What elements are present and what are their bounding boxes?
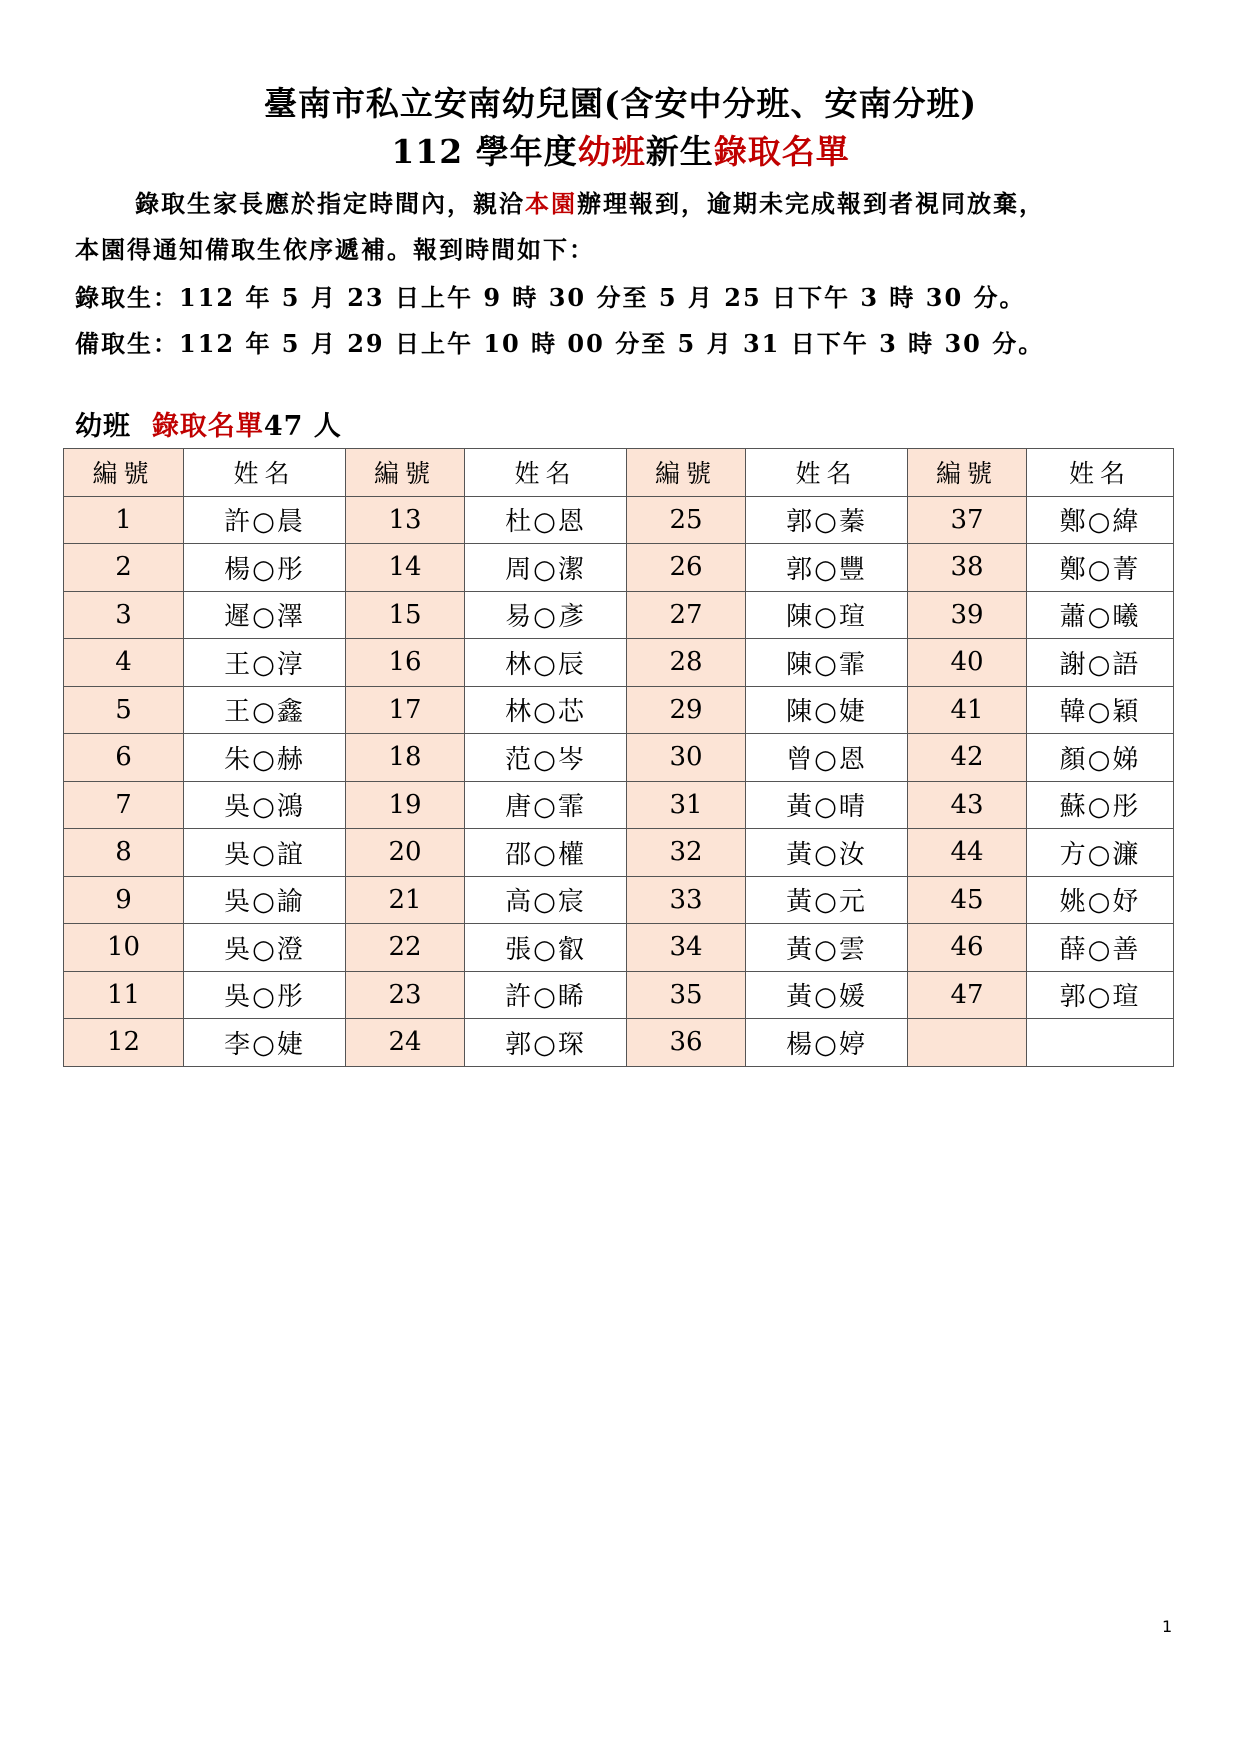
table-row [64, 971, 1174, 1019]
header-name: 姓名 [465, 449, 627, 497]
student-name: 張○叡 [465, 924, 627, 972]
student-number: 4 [64, 639, 184, 687]
student-number: 32 [627, 829, 746, 877]
header-number: 編號 [64, 449, 184, 497]
student-number: 13 [346, 496, 465, 544]
student-name: 吳○鴻 [184, 781, 346, 829]
student-name: 姚○妤 [1027, 876, 1174, 924]
student-number: 28 [627, 639, 746, 687]
student-number: 44 [908, 829, 1027, 877]
student-number: 9 [64, 876, 184, 924]
student-name: 謝○語 [1027, 639, 1174, 687]
student-number: 24 [346, 1019, 465, 1067]
student-number: 40 [908, 639, 1027, 687]
student-number: 16 [346, 639, 465, 687]
student-name: 鄭○菁 [1027, 544, 1174, 592]
student-name: 黃○汝 [746, 829, 908, 877]
student-number: 23 [346, 971, 465, 1019]
student-number: 22 [346, 924, 465, 972]
student-name: 蕭○曦 [1027, 591, 1174, 639]
student-name: 陳○瑄 [746, 591, 908, 639]
section-count: 47 人 [263, 411, 342, 442]
student-number: 10 [64, 924, 184, 972]
table-row [64, 734, 1174, 782]
header-name: 姓名 [1027, 449, 1174, 497]
waitlist-schedule: 備取生：112 年 5 月 29 日上午 10 時 00 分至 5 月 31 日下午 3 時 30 分。 [75, 329, 1045, 358]
student-name [1027, 1019, 1174, 1067]
student-number: 17 [346, 686, 465, 734]
student-number: 35 [627, 971, 746, 1019]
student-name: 吳○誼 [184, 829, 346, 877]
table-header-row [64, 449, 1174, 497]
student-name: 郭○豐 [746, 544, 908, 592]
subtitle-new: 新生 [645, 132, 714, 171]
table-row [64, 639, 1174, 687]
student-number: 2 [64, 544, 184, 592]
student-number: 18 [346, 734, 465, 782]
student-name: 易○彥 [465, 591, 627, 639]
student-number: 45 [908, 876, 1027, 924]
student-number: 20 [346, 829, 465, 877]
document-subtitle [0, 126, 1241, 173]
notice-p1-a: 錄取生家長應於指定時間內，親洽 [135, 189, 525, 218]
student-number: 43 [908, 781, 1027, 829]
student-name: 郭○蓁 [746, 496, 908, 544]
student-number: 11 [64, 971, 184, 1019]
student-name: 林○芯 [465, 686, 627, 734]
student-name: 黃○媛 [746, 971, 908, 1019]
table-row [64, 781, 1174, 829]
student-number: 42 [908, 734, 1027, 782]
student-number: 31 [627, 781, 746, 829]
student-number: 46 [908, 924, 1027, 972]
student-name: 黃○元 [746, 876, 908, 924]
student-number: 34 [627, 924, 746, 972]
student-number: 37 [908, 496, 1027, 544]
student-number: 33 [627, 876, 746, 924]
student-name: 楊○婷 [746, 1019, 908, 1067]
student-number: 38 [908, 544, 1027, 592]
table-row [64, 544, 1174, 592]
student-name: 杜○恩 [465, 496, 627, 544]
page-number: 1 [1162, 1617, 1173, 1636]
student-name: 吳○澄 [184, 924, 346, 972]
student-name: 楊○彤 [184, 544, 346, 592]
student-name: 范○岑 [465, 734, 627, 782]
student-number: 25 [627, 496, 746, 544]
student-number [908, 1019, 1027, 1067]
student-name: 顏○娣 [1027, 734, 1174, 782]
student-name: 曾○恩 [746, 734, 908, 782]
table-row [64, 496, 1174, 544]
student-name: 韓○穎 [1027, 686, 1174, 734]
student-number: 12 [64, 1019, 184, 1067]
header-number: 編號 [627, 449, 746, 497]
header-number: 編號 [346, 449, 465, 497]
notice-paragraph-2: 本園得通知備取生依序遞補。報到時間如下： [75, 235, 595, 264]
table-row [64, 924, 1174, 972]
student-name: 邵○權 [465, 829, 627, 877]
student-number: 41 [908, 686, 1027, 734]
student-name: 方○濂 [1027, 829, 1174, 877]
notice-p1-highlight: 本園 [525, 189, 577, 218]
header-number: 編號 [908, 449, 1027, 497]
student-number: 15 [346, 591, 465, 639]
student-number: 8 [64, 829, 184, 877]
section-heading [75, 404, 342, 443]
table-row [64, 829, 1174, 877]
student-number: 36 [627, 1019, 746, 1067]
subtitle-year: 112 學年度 [391, 132, 578, 171]
header-name: 姓名 [746, 449, 908, 497]
student-name: 陳○婕 [746, 686, 908, 734]
subtitle-list: 錄取名單 [713, 132, 850, 171]
student-name: 王○淳 [184, 639, 346, 687]
admission-table [63, 448, 1174, 1067]
student-name: 薛○善 [1027, 924, 1174, 972]
table-row [64, 876, 1174, 924]
student-name: 許○睎 [465, 971, 627, 1019]
header-name: 姓名 [184, 449, 346, 497]
student-number: 5 [64, 686, 184, 734]
student-number: 30 [627, 734, 746, 782]
student-number: 39 [908, 591, 1027, 639]
student-name: 郭○瑄 [1027, 971, 1174, 1019]
student-number: 7 [64, 781, 184, 829]
student-name: 黃○雲 [746, 924, 908, 972]
student-name: 吳○彤 [184, 971, 346, 1019]
student-number: 6 [64, 734, 184, 782]
notice-paragraph-1 [135, 184, 1235, 219]
table-row [64, 686, 1174, 734]
student-number: 14 [346, 544, 465, 592]
notice-p1-c: 辦理報到，逾期未完成報到者視同放棄， [577, 189, 1045, 218]
student-name: 王○鑫 [184, 686, 346, 734]
student-number: 26 [627, 544, 746, 592]
admitted-schedule: 錄取生：112 年 5 月 23 日上午 9 時 30 分至 5 月 25 日下午 3 時 30 分。 [75, 283, 1026, 312]
student-number: 3 [64, 591, 184, 639]
section-title: 錄取名單 [151, 411, 264, 442]
student-number: 47 [908, 971, 1027, 1019]
section-label: 幼班 [75, 411, 131, 442]
document-title: 臺南市私立安南幼兒園(含安中分班、安南分班) [263, 84, 978, 123]
student-name: 蘇○彤 [1027, 781, 1174, 829]
student-number: 21 [346, 876, 465, 924]
student-number: 19 [346, 781, 465, 829]
student-name: 李○婕 [184, 1019, 346, 1067]
student-name: 唐○霏 [465, 781, 627, 829]
table-row [64, 591, 1174, 639]
student-number: 29 [627, 686, 746, 734]
student-number: 27 [627, 591, 746, 639]
student-name: 高○宸 [465, 876, 627, 924]
student-name: 黃○晴 [746, 781, 908, 829]
student-name: 吳○諭 [184, 876, 346, 924]
student-number: 1 [64, 496, 184, 544]
student-name: 朱○赫 [184, 734, 346, 782]
student-name: 鄭○緯 [1027, 496, 1174, 544]
student-name: 林○辰 [465, 639, 627, 687]
table-body [64, 496, 1174, 1066]
student-name: 陳○霏 [746, 639, 908, 687]
student-name: 許○晨 [184, 496, 346, 544]
subtitle-class: 幼班 [577, 132, 646, 171]
student-name: 遲○澤 [184, 591, 346, 639]
student-name: 郭○琛 [465, 1019, 627, 1067]
student-name: 周○潔 [465, 544, 627, 592]
table-row [64, 1019, 1174, 1067]
